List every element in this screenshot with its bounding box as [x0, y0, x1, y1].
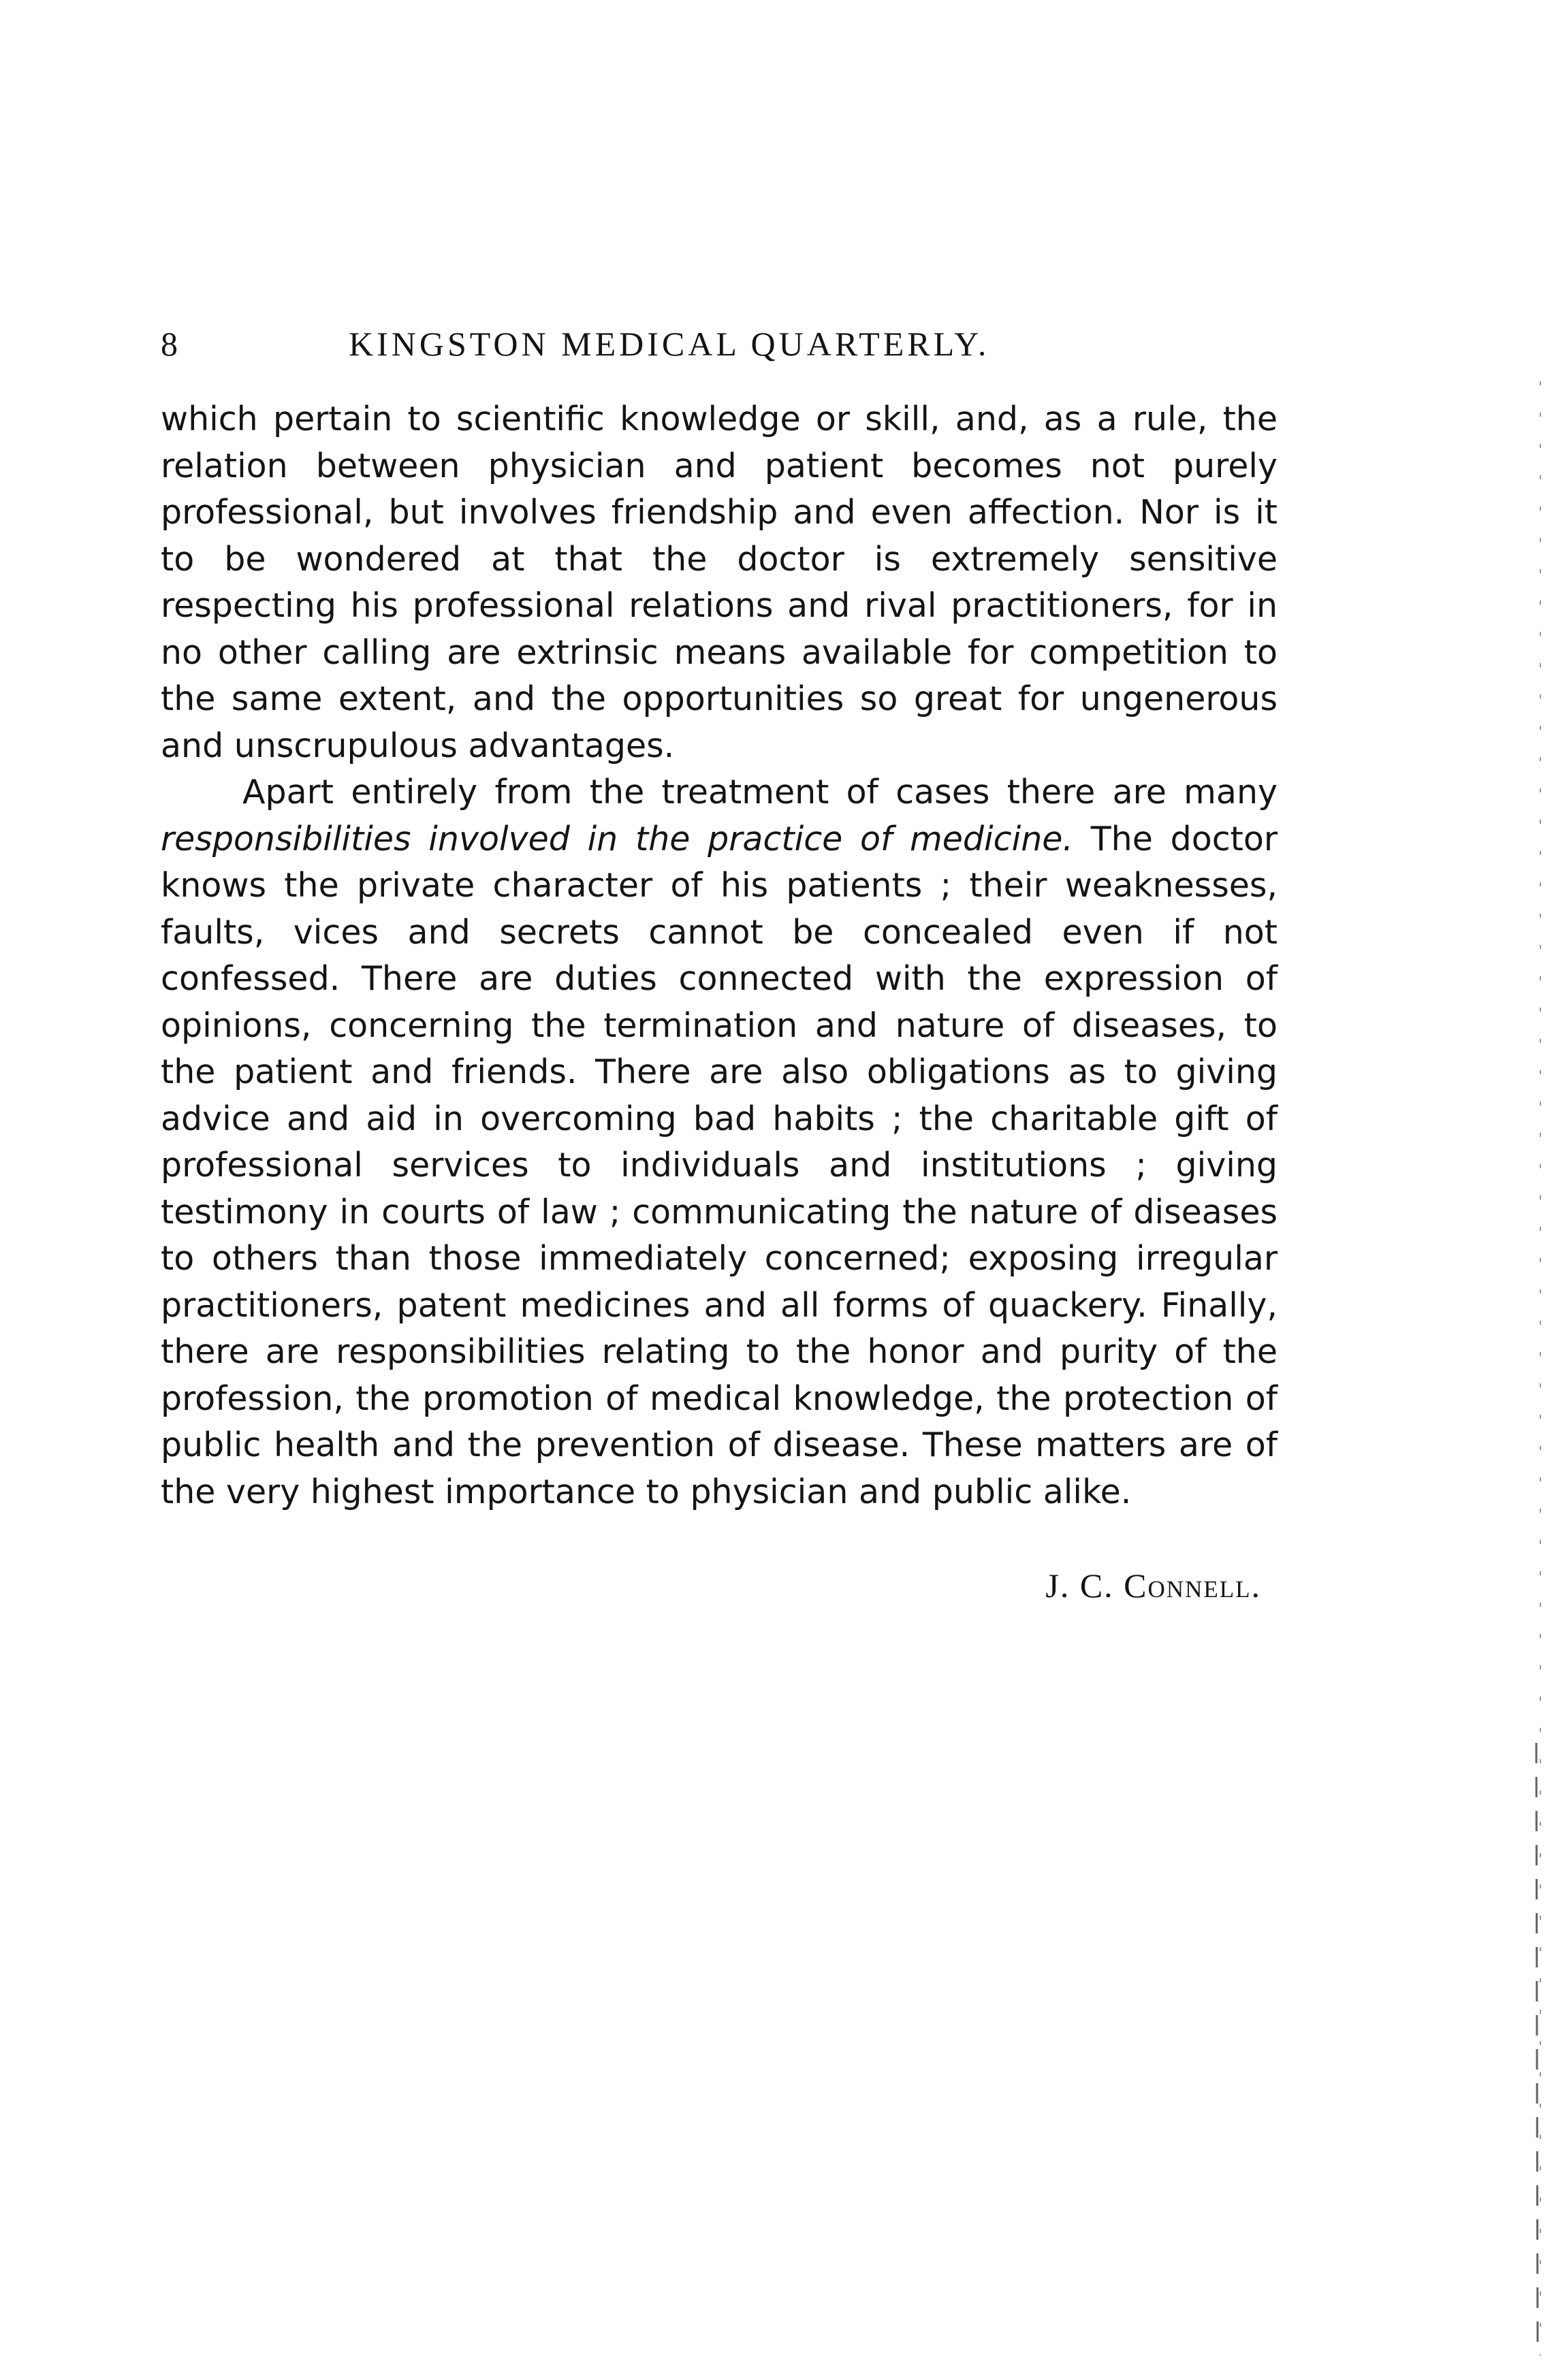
paragraph-2 [161, 769, 1278, 1515]
paragraph-2-italic: responsibilities involved in the practice of medicine. [161, 819, 1073, 858]
article-body [161, 396, 1278, 1515]
author-signature [1045, 1566, 1261, 1605]
page-number: 8 [161, 325, 180, 363]
paragraph-1: which pertain to scientific knowledge or skill, and, as a rule, the relation between physician and patient becomes not purely professional, but involves friendship and even affection. Nor is it to be wondered at that the doctor is extremely sensitive respecting his professional relations and rival practitioners, for in no other calling are extrinsic means available for competition to the same extent, and the opportunities so great for ungenerous and unscrupulous advantages. [161, 400, 1278, 765]
scan-edge-artifact [1527, 381, 1547, 2355]
author-name: J. C. Connell. [1045, 1566, 1261, 1605]
paragraph-2-rest: The doctor knows the private character of his patients ; their weaknesses, faults, vices and secrets cannot be concealed even if not confessed. There are duties connected with the expression of opinions, concerning the termination and nature of diseases, to the patient and friends. There are also obligations as to giving advice and aid in overcoming bad habits ; the charitable gift of professional services to individuals and institutions ; giving testimony in courts of law ; communicating the nature of diseases to others than those immediately concerned; exposing irregular practitioners, patent medicines and all forms of quackery. Finally, there are responsibilities relating to the honor and purity of the profession, the promotion of medical knowledge, the protection of public health and the prevention of disease. These matters are of the very highest importance to physician and public alike. [161, 819, 1278, 1511]
running-head [161, 317, 1278, 371]
journal-title: KINGSTON MEDICAL QUARTERLY. [349, 325, 990, 363]
paragraph-2-lead: Apart entirely from the treatment of cases there are many [242, 773, 1278, 811]
